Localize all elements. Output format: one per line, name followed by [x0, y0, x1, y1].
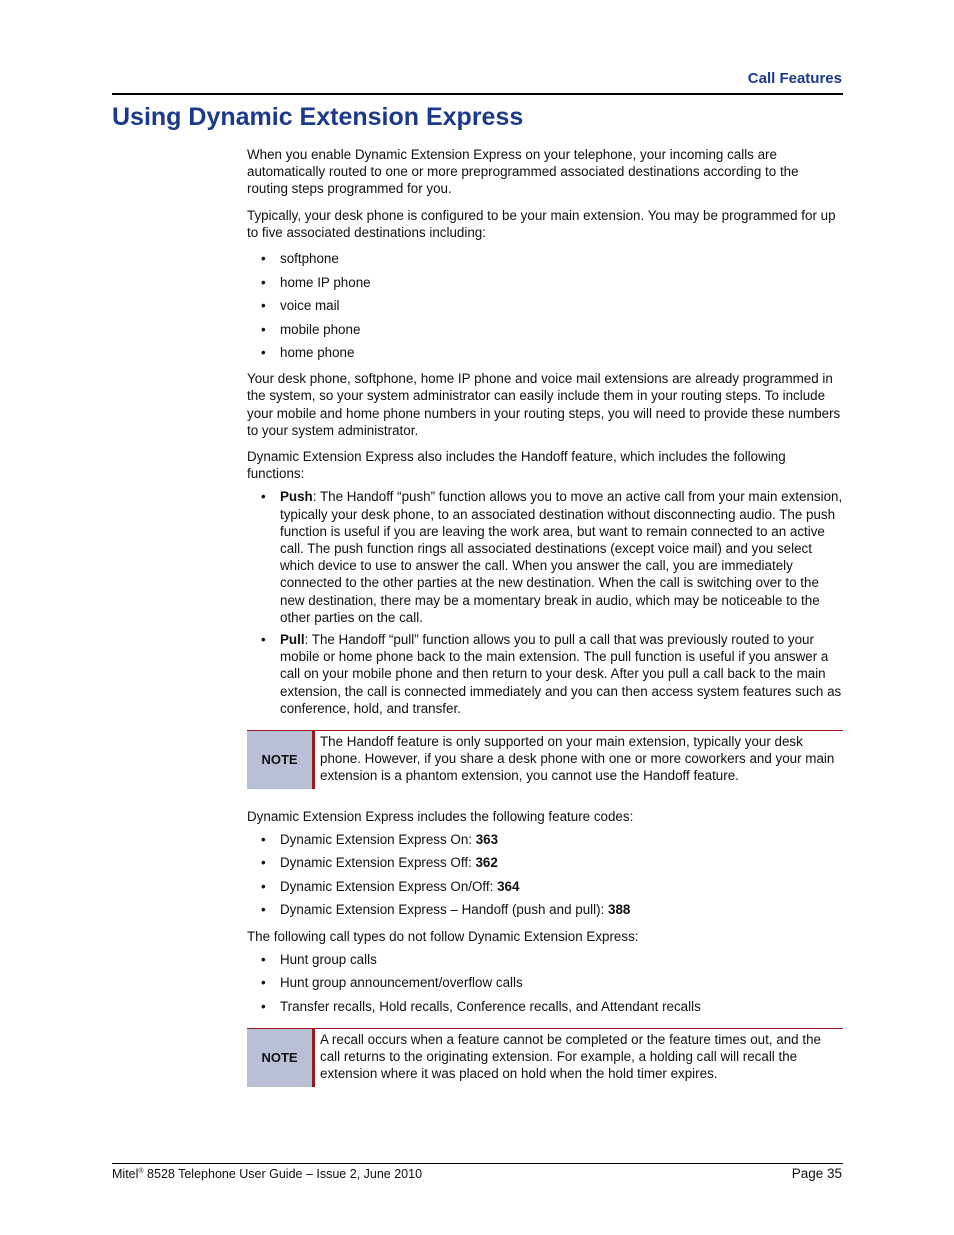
feature-code: 363: [475, 831, 499, 847]
main-content: [247, 146, 843, 1106]
list-item: [247, 854, 843, 871]
page-title: Using Dynamic Extension Express: [112, 103, 524, 131]
bullet-icon: •: [261, 878, 266, 894]
handoff-description: : The Handoff “pull” function allows you to pull a call that was previously routed to your mobile or home phone back to the main extension. The pull function is useful if you answer a call on your mobile phone and then return to your desk. After you pull a call back to the main extension, the call is connected immediately and you can then access system features such as conference, hold, and transfer.: [280, 632, 842, 716]
calltypes-list: [247, 951, 843, 1015]
bullet-icon: •: [261, 345, 266, 361]
registered-mark: ®: [138, 1167, 144, 1175]
list-item-text: Hunt group announcement/overflow calls: [280, 975, 523, 991]
code-label: Dynamic Extension Express On/Off:: [280, 878, 498, 894]
feature-codes-list: [247, 831, 843, 919]
header-rule: [112, 93, 843, 95]
bullet-icon: •: [261, 298, 266, 314]
note-box: [247, 1028, 843, 1087]
note-text: A recall occurs when a feature cannot be completed or the feature times out, and the call returns to the originating extension. For example, a holding call will recall the extension where it was placed on hold when the hold timer expires.: [320, 1032, 821, 1082]
list-item-text: home phone: [280, 345, 355, 361]
destinations-list: [247, 250, 843, 361]
bullet-icon: •: [261, 632, 266, 648]
bullet-icon: •: [261, 855, 266, 871]
list-item: [247, 878, 843, 895]
code-label: Dynamic Extension Express Off:: [280, 855, 476, 871]
list-item: [247, 831, 843, 848]
list-item: [247, 951, 843, 968]
bullet-icon: •: [261, 902, 266, 918]
feature-code: 362: [475, 855, 498, 871]
handoff-description: : The Handoff “push” function allows you to move an active call from your main extension, typically your desk phone, to an associated destination without disconnecting audio. The push function is useful if you are leaving the work area, but want to remain connected to an active call. The push function rings all associated destinations (except voice mail) and you select which device to use to answer the call. When you answer the call, you are immediately connected to the other parties at the new destination. When the call is switching over to the new destination, there may be a momentary break in audio, which may be noticeable to the other parties on the call.: [280, 489, 843, 625]
footer-brand: Mitel: [112, 1167, 139, 1181]
bullet-icon: •: [261, 489, 266, 505]
note-label: NOTE: [247, 1029, 315, 1087]
list-item-text: mobile phone: [280, 321, 361, 337]
code-label: Dynamic Extension Express On:: [280, 831, 476, 847]
list-item: [247, 631, 843, 717]
feature-code: 388: [608, 902, 631, 918]
calltypes-paragraph: The following call types do not follow Dynamic Extension Express:: [247, 928, 639, 944]
intro-paragraph: Typically, your desk phone is configured to be your main extension. You may be programmed for up to five associated destinations including:: [247, 207, 836, 240]
note-label: NOTE: [247, 731, 315, 789]
list-item-text: softphone: [280, 251, 339, 267]
list-item: [247, 901, 843, 918]
list-item: [247, 274, 843, 291]
list-item-text: Hunt group calls: [280, 951, 377, 967]
page-number: Page 35: [791, 1166, 842, 1181]
list-item: [247, 488, 843, 626]
bullet-icon: •: [261, 831, 266, 847]
list-item: [247, 297, 843, 314]
footer-doc: 8528 Telephone User Guide – Issue 2, June 2010: [143, 1167, 423, 1181]
list-item: [247, 250, 843, 267]
note-text: The Handoff feature is only supported on your main extension, typically your desk phone. However, if you share a desk phone with one or more coworkers and your main extension is a phantom extension, you cannot use the Handoff feature.: [320, 734, 835, 784]
bullet-icon: •: [261, 998, 266, 1014]
list-item: [247, 974, 843, 991]
code-label: Dynamic Extension Express – Handoff (push and pull):: [280, 902, 608, 918]
bullet-icon: •: [261, 274, 266, 290]
bullet-icon: •: [261, 975, 266, 991]
list-item-text: home IP phone: [280, 274, 371, 290]
list-item: [247, 344, 843, 361]
handoff-list: [247, 488, 843, 717]
footer-rule: [112, 1163, 843, 1164]
bullet-icon: •: [261, 951, 266, 967]
list-item: [247, 321, 843, 338]
footer-doc-title: [112, 1167, 422, 1181]
note-box: [247, 730, 843, 789]
handoff-term: Push: [280, 489, 313, 505]
feature-code: 364: [497, 878, 520, 894]
bullet-icon: •: [261, 321, 266, 337]
list-item-text: voice mail: [280, 298, 340, 314]
section-header: Call Features: [747, 70, 842, 87]
codes-paragraph: Dynamic Extension Express includes the following feature codes:: [247, 808, 634, 824]
intro-paragraph: When you enable Dynamic Extension Express on your telephone, your incoming calls are automatically routed to one or more preprogrammed associated destinations according to the routing steps programmed for you.: [247, 147, 799, 197]
bullet-icon: •: [261, 251, 266, 267]
handoff-term: Pull: [280, 632, 305, 648]
list-item: [247, 998, 843, 1015]
handoff-paragraph: Dynamic Extension Express also includes the Handoff feature, which includes the following functions:: [247, 449, 786, 482]
list-item-text: Transfer recalls, Hold recalls, Conference recalls, and Attendant recalls: [280, 998, 701, 1014]
system-paragraph: Your desk phone, softphone, home IP phone and voice mail extensions are already programmed in the system, so your system administrator can easily include them in your routing steps. To include your mobile and home phone numbers in your routing steps, you will need to provide these numbers to your system administrator.: [247, 371, 841, 438]
